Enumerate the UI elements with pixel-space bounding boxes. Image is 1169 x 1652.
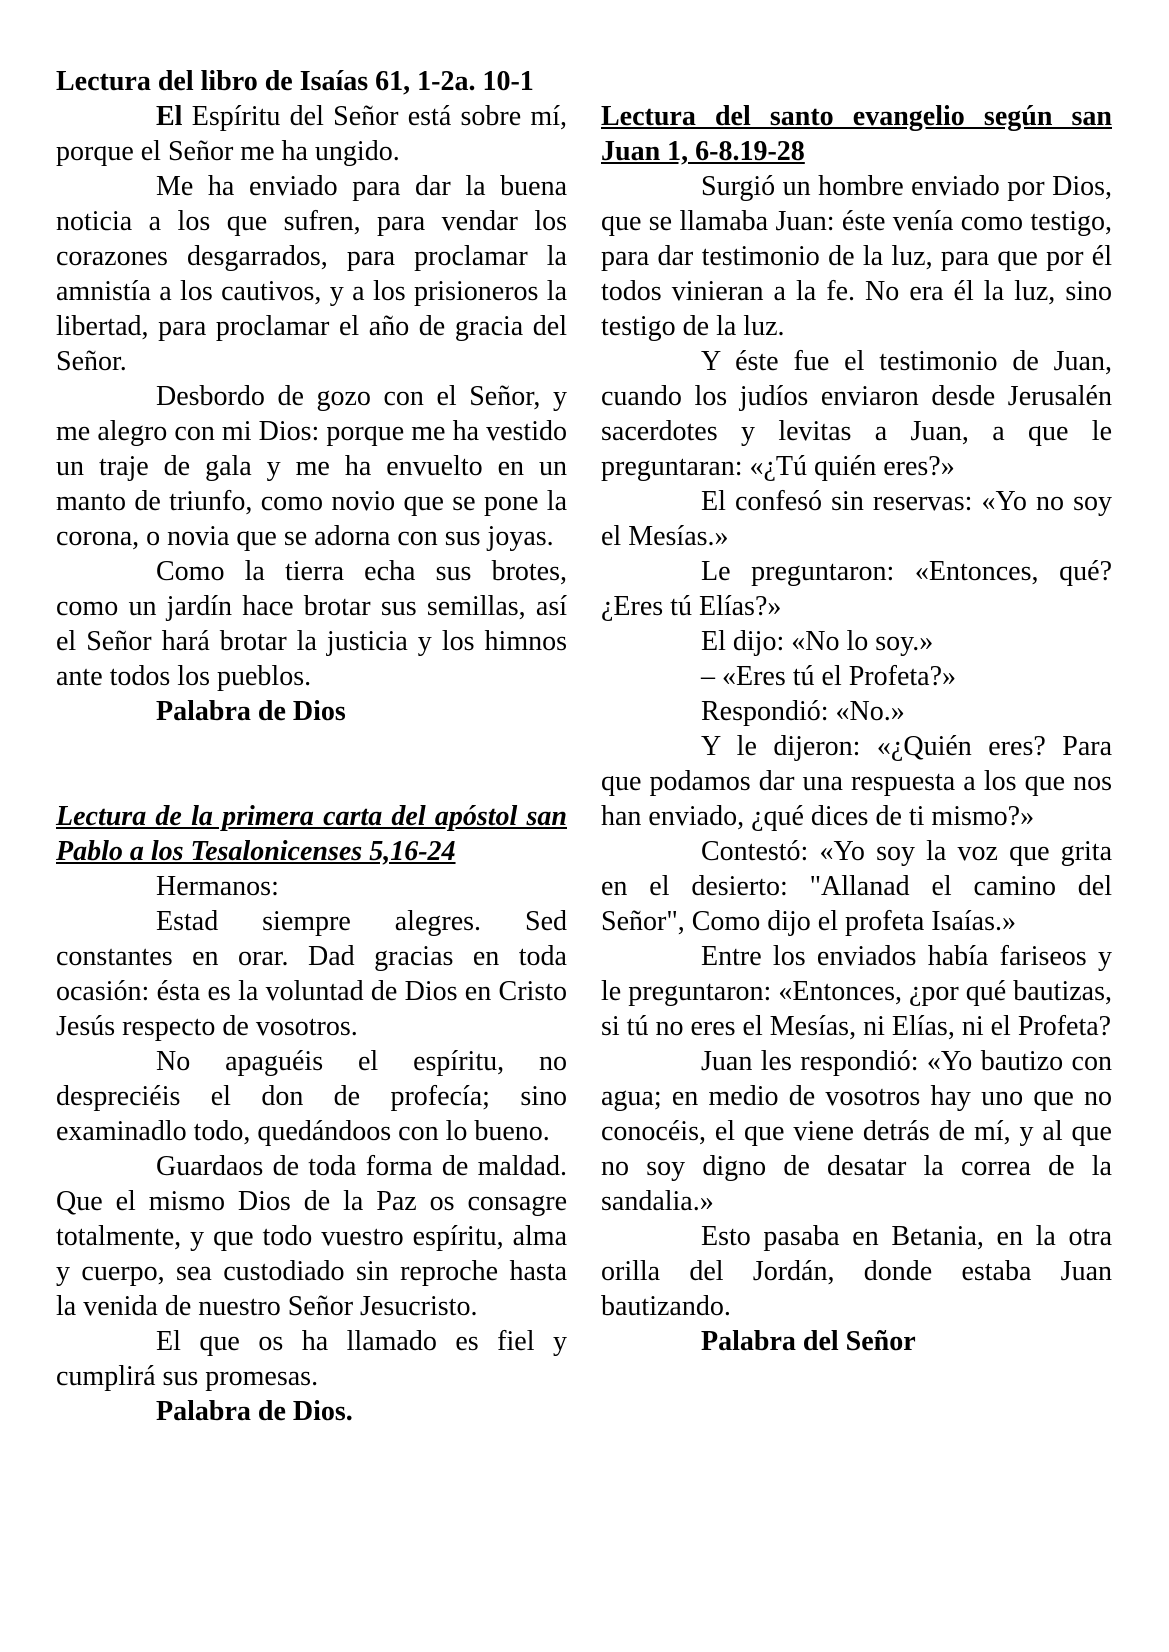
gospel-paragraph: Entre los enviados había fariseos y le preguntaron: «Entonces, ¿por qué bautizas, si tú no eres el Mesías, ni Elías, ni el Profeta? — [601, 941, 1112, 1042]
first-reading-paragraph: Me ha enviado para dar la buena noticia a los que sufren, para vendar los corazones desgarrados, para proclamar la amnistía a los cautivos, y a los prisioneros la libertad, para proclamar el año de gracia del Señor. — [56, 171, 567, 377]
gospel-paragraph: Esto pasaba en Betania, en la otra orilla del Jordán, donde estaba Juan bautizando. — [601, 1221, 1112, 1322]
gospel-paragraph: Y le dijeron: «¿Quién eres? Para que podamos dar una respuesta a los que nos han enviado, ¿qué dices de ti mismo?» — [601, 731, 1112, 832]
section-spacer — [56, 729, 567, 799]
second-reading-paragraph: Estad siempre alegres. Sed constantes en orar. Dad gracias en toda ocasión: ésta es la voluntad de Dios en Cristo Jesús respecto de vosotros. — [56, 906, 567, 1042]
second-reading — [56, 799, 567, 1429]
left-column — [56, 64, 567, 1429]
gospel-paragraph: El confesó sin reservas: «Yo no soy el Mesías.» — [601, 486, 1112, 552]
gospel-title: Lectura del santo evangelio según san Juan 1, 6-8.19-28 — [601, 101, 1112, 167]
first-reading-paragraph — [56, 99, 567, 169]
second-reading-title: Lectura de la primera carta del apóstol san Pablo a los Tesalonicenses 5,16-24 — [56, 801, 567, 867]
second-reading-paragraph: Guardaos de toda forma de maldad. Que el mismo Dios de la Paz os consagre totalmente, y que todo vuestro espíritu, alma y cuerpo, sea custodiado sin reproche hasta la venida de nuestro Señor Jesucristo. — [56, 1151, 567, 1322]
gospel-dialogue-line: – «Eres tú el Profeta?» — [701, 661, 957, 692]
gospel-paragraph: Juan les respondió: «Yo bautizo con agua; en medio de vosotros hay uno que no conocéis, el que viene detrás de mí, y al que no soy digno de desatar la correa de la sandalia.» — [601, 1046, 1112, 1217]
first-reading-paragraph-text: Espíritu del Señor está sobre mí, porque el Señor me ha ungido. — [56, 101, 567, 167]
gospel-paragraph: Y éste fue el testimonio de Juan, cuando los judíos enviaron desde Jerusalén sacerdotes y levitas a Juan, a que le preguntaran: «¿Tú quién eres?» — [601, 346, 1112, 482]
gospel-dialogue-line: Respondió: «No.» — [701, 696, 905, 727]
first-reading-closing: Palabra de Dios — [156, 696, 346, 727]
gospel-paragraph: Surgió un hombre enviado por Dios, que se llamaba Juan: éste venía como testigo, para dar testimonio de la luz, para que por él todos vinieran a la fe. No era él la luz, sino testigo de la luz. — [601, 171, 1112, 342]
first-reading-paragraph: Desbordo de gozo con el Señor, y me alegro con mi Dios: porque me ha vestido un traje de gala y me ha envuelto en un manto de triunfo, como novio que se pone la corona, o novia que se adorna con sus joyas. — [56, 381, 567, 552]
first-reading — [56, 64, 567, 729]
second-reading-paragraph: No apaguéis el espíritu, no despreciéis el don de profecía; sino examinadlo todo, quedándoos con lo bueno. — [56, 1046, 567, 1147]
gospel-paragraph: Contestó: «Yo soy la voz que grita en el desierto: "Allanad el camino del Señor", Como dijo el profeta Isaías.» — [601, 836, 1112, 937]
gospel-reading — [601, 99, 1112, 1359]
first-reading-paragraph: Como la tierra echa sus brotes, como un jardín hace brotar sus semillas, así el Señor hará brotar la justicia y los himnos ante todos los pueblos. — [56, 556, 567, 692]
gospel-dialogue-line: El dijo: «No lo soy.» — [701, 626, 934, 657]
right-column — [601, 99, 1112, 1359]
second-reading-paragraph: El que os ha llamado es fiel y cumplirá sus promesas. — [56, 1326, 567, 1392]
first-reading-lead-word: El — [156, 101, 183, 132]
gospel-paragraph: Le preguntaron: «Entonces, qué? ¿Eres tú Elías?» — [601, 556, 1112, 622]
first-reading-title: Lectura del libro de Isaías 61, 1-2a. 10-1 — [56, 66, 534, 97]
second-reading-greeting: Hermanos: — [156, 871, 279, 902]
gospel-closing: Palabra del Señor — [701, 1326, 916, 1357]
second-reading-closing: Palabra de Dios. — [156, 1396, 353, 1427]
